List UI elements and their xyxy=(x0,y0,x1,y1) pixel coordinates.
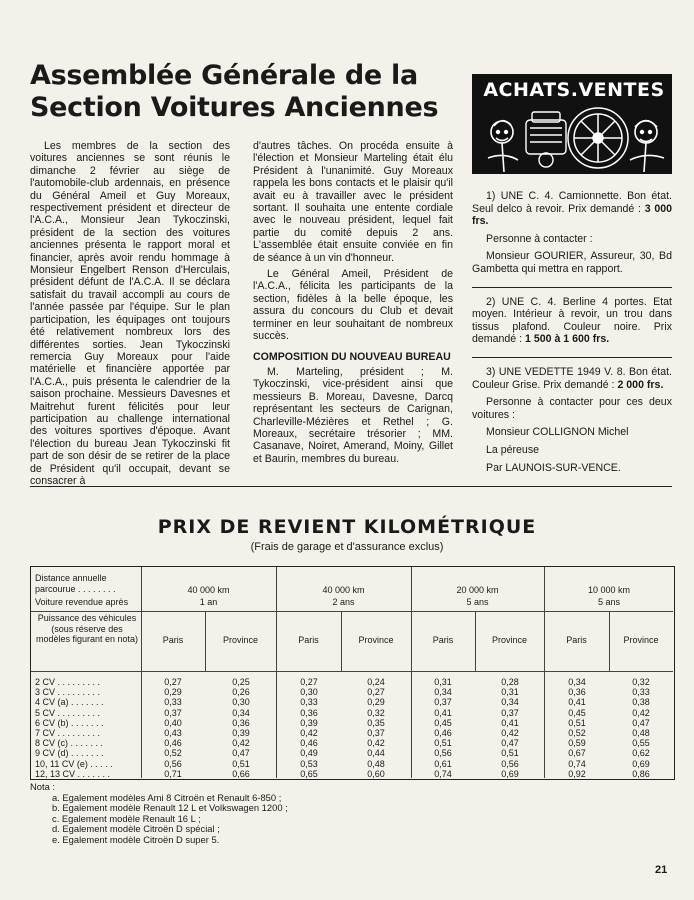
table-cell: 0,67 xyxy=(568,748,586,759)
table-cell: 0,31 xyxy=(434,677,452,687)
table-cell: 0,74 xyxy=(434,768,452,779)
subheader-province: Province xyxy=(623,635,659,645)
table-cell: 0,35 xyxy=(367,717,385,728)
row-label: 4 CV (a) . . . . . . . xyxy=(35,697,104,708)
wheel-drawing xyxy=(568,108,628,168)
table-cell: 0,48 xyxy=(632,728,650,738)
table-cell: 0,24 xyxy=(367,677,385,687)
article-paragraph: Le Général Ameil, Président de l'A.C.A., félicita les participants de la section, fidèles à la belle époque, les assura du concours du Club et devait terminer en leur souhaitant de nombreux succès. xyxy=(253,268,453,343)
table-cell: 0,42 xyxy=(501,728,519,738)
article-title-line2: Section Voitures Anciennes xyxy=(30,92,439,123)
table-hline xyxy=(31,671,673,672)
table-cell: 0,39 xyxy=(232,728,250,738)
table-cell: 0,71 xyxy=(164,768,182,779)
table-cell: 0,28 xyxy=(501,677,519,687)
table-cell: 0,52 xyxy=(568,728,586,738)
table-cell: 0,29 xyxy=(367,697,385,708)
group-km: 10 000 km xyxy=(587,585,631,595)
table-cell: 0,51 xyxy=(568,717,586,728)
banner-illustration xyxy=(474,102,672,174)
ad-price: 3 000 frs. xyxy=(472,202,672,228)
subheader-paris: Paris xyxy=(432,635,454,645)
table-cell: 0,48 xyxy=(367,758,385,769)
table-cell: 0,45 xyxy=(434,717,452,728)
classified-ad-1 xyxy=(472,182,672,287)
ad-price: 1 500 à 1 600 frs. xyxy=(525,333,610,346)
table-cell: 0,33 xyxy=(300,697,318,708)
subheader-paris: Paris xyxy=(298,635,319,645)
table-cell: 0,30 xyxy=(300,687,318,698)
row-label: 7 CV . . . . . . . . . xyxy=(35,728,101,738)
table-cell: 0,27 xyxy=(367,687,385,698)
ad-contact: La péreuse xyxy=(486,443,540,456)
ad-price: 2 000 frs. xyxy=(617,378,664,391)
table-cell: 0,42 xyxy=(632,707,650,718)
table-cell: 0,65 xyxy=(300,768,318,779)
classified-ad-2 xyxy=(472,287,672,357)
row-label: 2 CV . . . . . . . . . xyxy=(35,677,101,687)
article-paragraph: d'autres tâches. On procéda ensuite à l'élection et Monsieur Marteling était élu Président à l'unanimité. Guy Moreaux rappela les bons contacts et le plaisir qu'il avait eu à travailler avec le président sortant. Il souhaita une entente cordiale avec le nouveau président, lequel fait partie du comité depuis 2 ans. L'assemblée était ensuite conviée en fin de séance à un vin d'honneur. xyxy=(253,140,453,264)
table-cell: 0,36 xyxy=(300,707,318,718)
article-column-2 xyxy=(253,140,453,469)
note-item: b. Egalement modèle Renault 12 L et Volkswagen 1200 ; xyxy=(52,802,288,814)
table-cell: 0,42 xyxy=(367,738,385,749)
subheader-province: Province xyxy=(491,635,527,645)
table-cell: 0,92 xyxy=(568,768,586,779)
table-cell: 0,46 xyxy=(434,728,452,738)
note-item: e. Egalement modèle Citroën D super 5. xyxy=(52,833,220,845)
ad-description: 3) UNE VEDETTE 1949 V. 8. Bon état. Couleur Grise. Prix demandé : xyxy=(472,365,672,391)
subheader-paris: Paris xyxy=(162,635,184,645)
table-cell: 0,55 xyxy=(632,738,650,749)
group-age: 2 ans xyxy=(332,597,355,607)
note-item: d. Egalement modèle Citroën D spécial ; xyxy=(52,823,220,835)
table-cell: 0,86 xyxy=(632,768,650,779)
ad-text xyxy=(472,366,672,391)
ad-contact-label: Personne à contacter : xyxy=(486,232,593,245)
ad-contact: Par LAUNOIS-SUR-VENCE. xyxy=(486,461,621,474)
mechanic-figure-left xyxy=(488,121,518,172)
table-cell: 0,56 xyxy=(164,758,182,769)
table-cell: 0,56 xyxy=(501,758,519,769)
table-cell: 0,59 xyxy=(568,738,586,749)
table-cell: 0,34 xyxy=(232,707,250,718)
table-cell: 0,40 xyxy=(164,717,182,728)
section-divider xyxy=(30,486,672,487)
note-item: c. Egalement modèle Renault 16 L ; xyxy=(52,812,201,824)
table-cell: 0,27 xyxy=(164,677,182,687)
table-cell: 0,51 xyxy=(501,748,519,759)
row-label: 9 CV (d) . . . . . . . xyxy=(35,748,104,759)
ad-description: 1) UNE C. 4. Camionnette. Bon état. Seul delco à revoir. Prix demandé : xyxy=(472,190,672,215)
subheader-province: Province xyxy=(358,635,394,645)
table-cell: 0,46 xyxy=(300,738,318,749)
cost-table xyxy=(30,566,675,780)
nota-label: Nota : xyxy=(30,781,56,792)
table-cell: 0,43 xyxy=(164,728,182,738)
table-cell: 0,52 xyxy=(164,748,182,759)
table-cell: 0,74 xyxy=(568,758,586,769)
article-title xyxy=(30,60,450,124)
group-km: 40 000 km xyxy=(187,585,230,595)
table-title: PRIX DE REVIENT KILOMÉTRIQUE xyxy=(157,516,537,538)
group-age: 1 an xyxy=(199,597,218,607)
section-heading: COMPOSITION DU NOUVEAU BUREAU xyxy=(253,350,451,363)
ad-description: 2) UNE C. 4. Berline 4 portes. Etat moyen. Intérieur à revoir, un trou dans tissus plafond. Couleur noire. Prix demandé : xyxy=(472,295,672,346)
table-cell: 0,26 xyxy=(232,687,250,698)
table-cell: 0,51 xyxy=(434,738,452,749)
table-cell: 0,37 xyxy=(501,707,519,718)
table-cell: 0,29 xyxy=(164,687,182,698)
table-hline xyxy=(31,611,673,612)
table-cell: 0,25 xyxy=(232,677,250,687)
ad-contact-label: Personne à contacter pour ces deux voitures : xyxy=(472,396,672,421)
table-cell: 0,27 xyxy=(300,677,318,687)
table-cell: 0,34 xyxy=(434,687,452,698)
table-cell: 0,61 xyxy=(434,758,452,769)
article-column-1 xyxy=(30,140,230,491)
row-label: 6 CV (b) . . . . . . . xyxy=(35,717,104,728)
table-cell: 0,37 xyxy=(367,728,385,738)
header-distance: Distance annuelle parcourue . . . . . . . . xyxy=(35,573,116,594)
table-cell: 0,69 xyxy=(501,768,519,779)
table-notes xyxy=(30,782,430,846)
article-title-line1: Assemblée Générale de la xyxy=(30,60,418,91)
group-km: 20 000 km xyxy=(456,585,499,595)
ad-contact: Monsieur COLLIGNON Michel xyxy=(486,426,629,439)
table-cell: 0,66 xyxy=(232,768,250,779)
ad-text xyxy=(472,296,672,346)
row-label: 8 CV (c) . . . . . . . xyxy=(35,738,104,749)
achats-ventes-banner xyxy=(472,74,672,174)
table-cell: 0,34 xyxy=(568,677,586,687)
group-age: 5 ans xyxy=(597,597,621,607)
table-cell: 0,30 xyxy=(232,697,250,708)
page-number: 21 xyxy=(655,864,668,876)
row-label: 3 CV . . . . . . . . . xyxy=(35,687,101,698)
table-cell: 0,69 xyxy=(632,758,650,769)
banner-title: ACHATS.VENTES xyxy=(483,79,665,101)
row-label: 10, 11 CV (e) . . . . . xyxy=(35,758,113,769)
table-cell: 0,62 xyxy=(632,748,650,759)
article-paragraph: M. Marteling, président ; M. Tykoczinski, vice-président ainsi que messieurs B. Moreau, Davesne, Darcq représentant les secteurs de Carignan, Charleville-Mézières et Rethel ; G. Moreaux, secrétaire trésorier ; MM. Casanave, Noiret, Amerand, Moiny, Gillet et Baurin, membres du bureau. xyxy=(253,365,453,465)
table-cell: 0,47 xyxy=(232,748,250,759)
table-cell: 0,44 xyxy=(367,748,385,759)
table-cell: 0,60 xyxy=(367,768,385,779)
table-cell: 0,41 xyxy=(501,717,519,728)
table-cell: 0,37 xyxy=(164,707,182,718)
table-cell: 0,42 xyxy=(300,728,318,738)
table-cell: 0,45 xyxy=(568,707,586,718)
table-cell: 0,32 xyxy=(367,707,385,718)
table-cell: 0,38 xyxy=(632,697,650,708)
note-item: a. Egalement modèles Ami 8 Citroën et Renault 6-850 ; xyxy=(52,791,282,803)
table-cell: 0,41 xyxy=(568,697,586,708)
classified-ad-3 xyxy=(472,357,672,485)
row-label: 5 CV . . . . . . . . . xyxy=(35,707,101,718)
table-cell: 0,47 xyxy=(501,738,519,749)
table-cell: 0,34 xyxy=(501,697,519,708)
table-cell: 0,39 xyxy=(300,717,318,728)
table-cell: 0,33 xyxy=(632,687,650,698)
table-cell: 0,31 xyxy=(501,687,519,698)
table-cell: 0,36 xyxy=(232,717,250,728)
table-cell: 0,56 xyxy=(434,748,452,759)
table-cell: 0,46 xyxy=(164,738,182,749)
table-cell: 0,33 xyxy=(164,697,182,708)
group-km: 40 000 km xyxy=(322,585,365,595)
table-cell: 0,37 xyxy=(434,697,452,708)
classified-ads xyxy=(472,182,672,485)
subheader-paris: Paris xyxy=(566,635,587,645)
subheader-province: Province xyxy=(222,635,258,645)
table-cell: 0,49 xyxy=(300,748,318,759)
header-revendue: Voiture revendue après xyxy=(35,597,129,607)
table-cell: 0,47 xyxy=(632,717,650,728)
table-subtitle: (Frais de garage et d'assurance exclus) xyxy=(250,541,444,553)
ad-text xyxy=(472,190,672,228)
table-cell: 0,42 xyxy=(232,738,250,749)
engine-drawing xyxy=(526,112,566,167)
ad-contact: Monsieur GOURIER, Assureur, 30, Bd Gambetta qui mettra en rapport. xyxy=(472,250,672,275)
table-cell: 0,51 xyxy=(232,758,250,769)
table-cell: 0,53 xyxy=(300,758,318,769)
table-cell: 0,36 xyxy=(568,687,586,698)
mechanic-figure-right xyxy=(630,121,664,173)
table-cell: 0,41 xyxy=(434,707,452,718)
header-puissance: Puissance des véhicules (sous réserve des modèles figurant en nota) xyxy=(35,613,139,645)
group-age: 5 ans xyxy=(466,597,489,607)
row-label: 12, 13 CV . . . . . . . xyxy=(35,768,111,779)
table-cell: 0,32 xyxy=(632,677,650,687)
article-paragraph: Les membres de la section des voitures anciennes se sont réunis le dimanche 2 février au siège de l'automobile-club ardennais, en présence du Général Ameil et Guy Moreaux, respectivement président et directeur de l'A.C.A., Monsieur Jean Tykoczinski, président de la section des voitures anciennes présenta le rapport moral et financier, après avoir rendu hommage à Monsieur Engelbert Renson d'Herculais, président défunt de l'A.C.A. Il se déclara satisfait du travail accompli au cours de l'année passée par l'équipe. Sur le plan participation, les équipages ont toujours été relativement nombreux lors des différentes sorties. Jean Tykoczinski remercia Guy Moreaux pour l'aide matérielle et financière apportée par l'A.C.A., puis présenta le calendrier de la saison prochaine. Messieurs Davesnes et Maitrehut furent félicités pour leur participation au challenge international des voitures sportives d'époque. Avant l'élection du bureau Jean Tykoczinski fit part de son désir de se retirer de la place de Président qu'il occupait, devant se consacrer à xyxy=(30,140,230,487)
